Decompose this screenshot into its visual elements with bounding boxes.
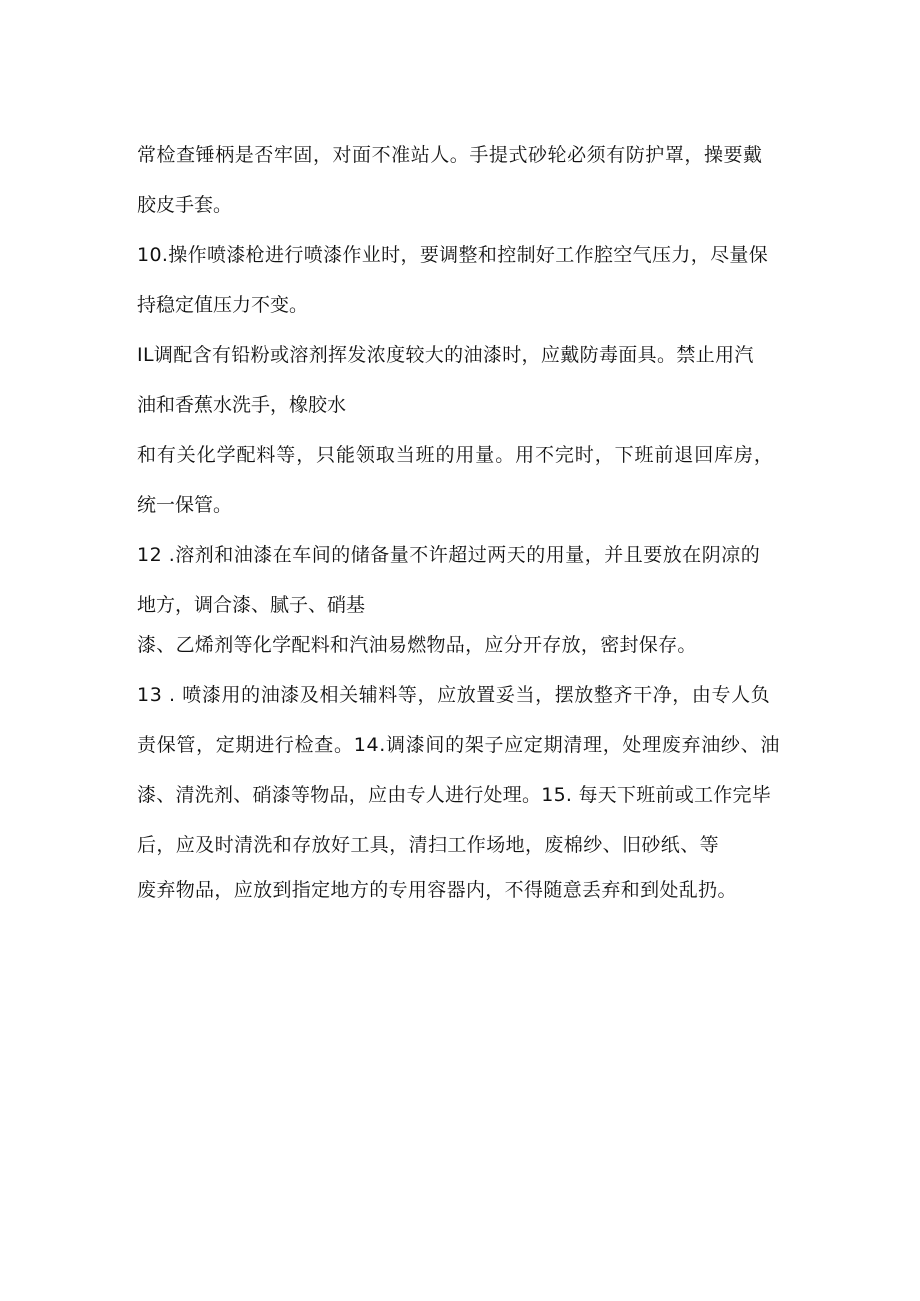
- text-line: 持稳定值压力不变。: [137, 294, 309, 316]
- text-line: 10.操作喷漆枪进行喷漆作业时，要调整和控制好工作腔空气压力，尽量保: [137, 244, 769, 266]
- text-line: 漆、清洗剂、硝漆等物品，应由专人进行处理。15. 每天下班前或工作完毕: [137, 784, 772, 806]
- text-line: 地方，调合漆、腻子、硝基: [137, 594, 366, 616]
- text-line: 后，应及时清洗和存放好工具，清扫工作场地，废棉纱、旧砂纸、等: [137, 834, 720, 856]
- text-line: 12 .溶剂和油漆在车间的储备量不许超过两天的用量，并且要放在阴凉的: [137, 544, 761, 566]
- text-line: 和有关化学配料等，只能领取当班的用量。用不完时，下班前退回库房，: [137, 444, 774, 466]
- text-line: 常检查锤柄是否牢固，对面不准站人。手提式砂轮必须有防护罩，操要戴: [137, 144, 763, 166]
- text-line: 胶皮手套。: [137, 194, 233, 216]
- text-line: IL调配含有铅粉或溶剂挥发浓度较大的油漆时，应戴防毒面具。禁止用汽: [137, 344, 754, 366]
- text-line: 13 . 喷漆用的油漆及相关辅料等，应放置妥当，摆放整齐干净，由专人负: [137, 684, 771, 706]
- text-line: 废弃物品，应放到指定地方的专用容器内，不得随意丢弃和到处乱扔。: [137, 879, 737, 901]
- text-line: 责保管，定期进行检查。14.调漆间的架子应定期清理，处理废弃油纱、油: [137, 734, 781, 756]
- text-line: 漆、乙烯剂等化学配料和汽油易燃物品，应分开存放，密封保存。: [137, 634, 697, 656]
- text-line: 统一保管。: [137, 494, 233, 516]
- text-line: 油和香蕉水洗手，橡胶水: [137, 394, 347, 416]
